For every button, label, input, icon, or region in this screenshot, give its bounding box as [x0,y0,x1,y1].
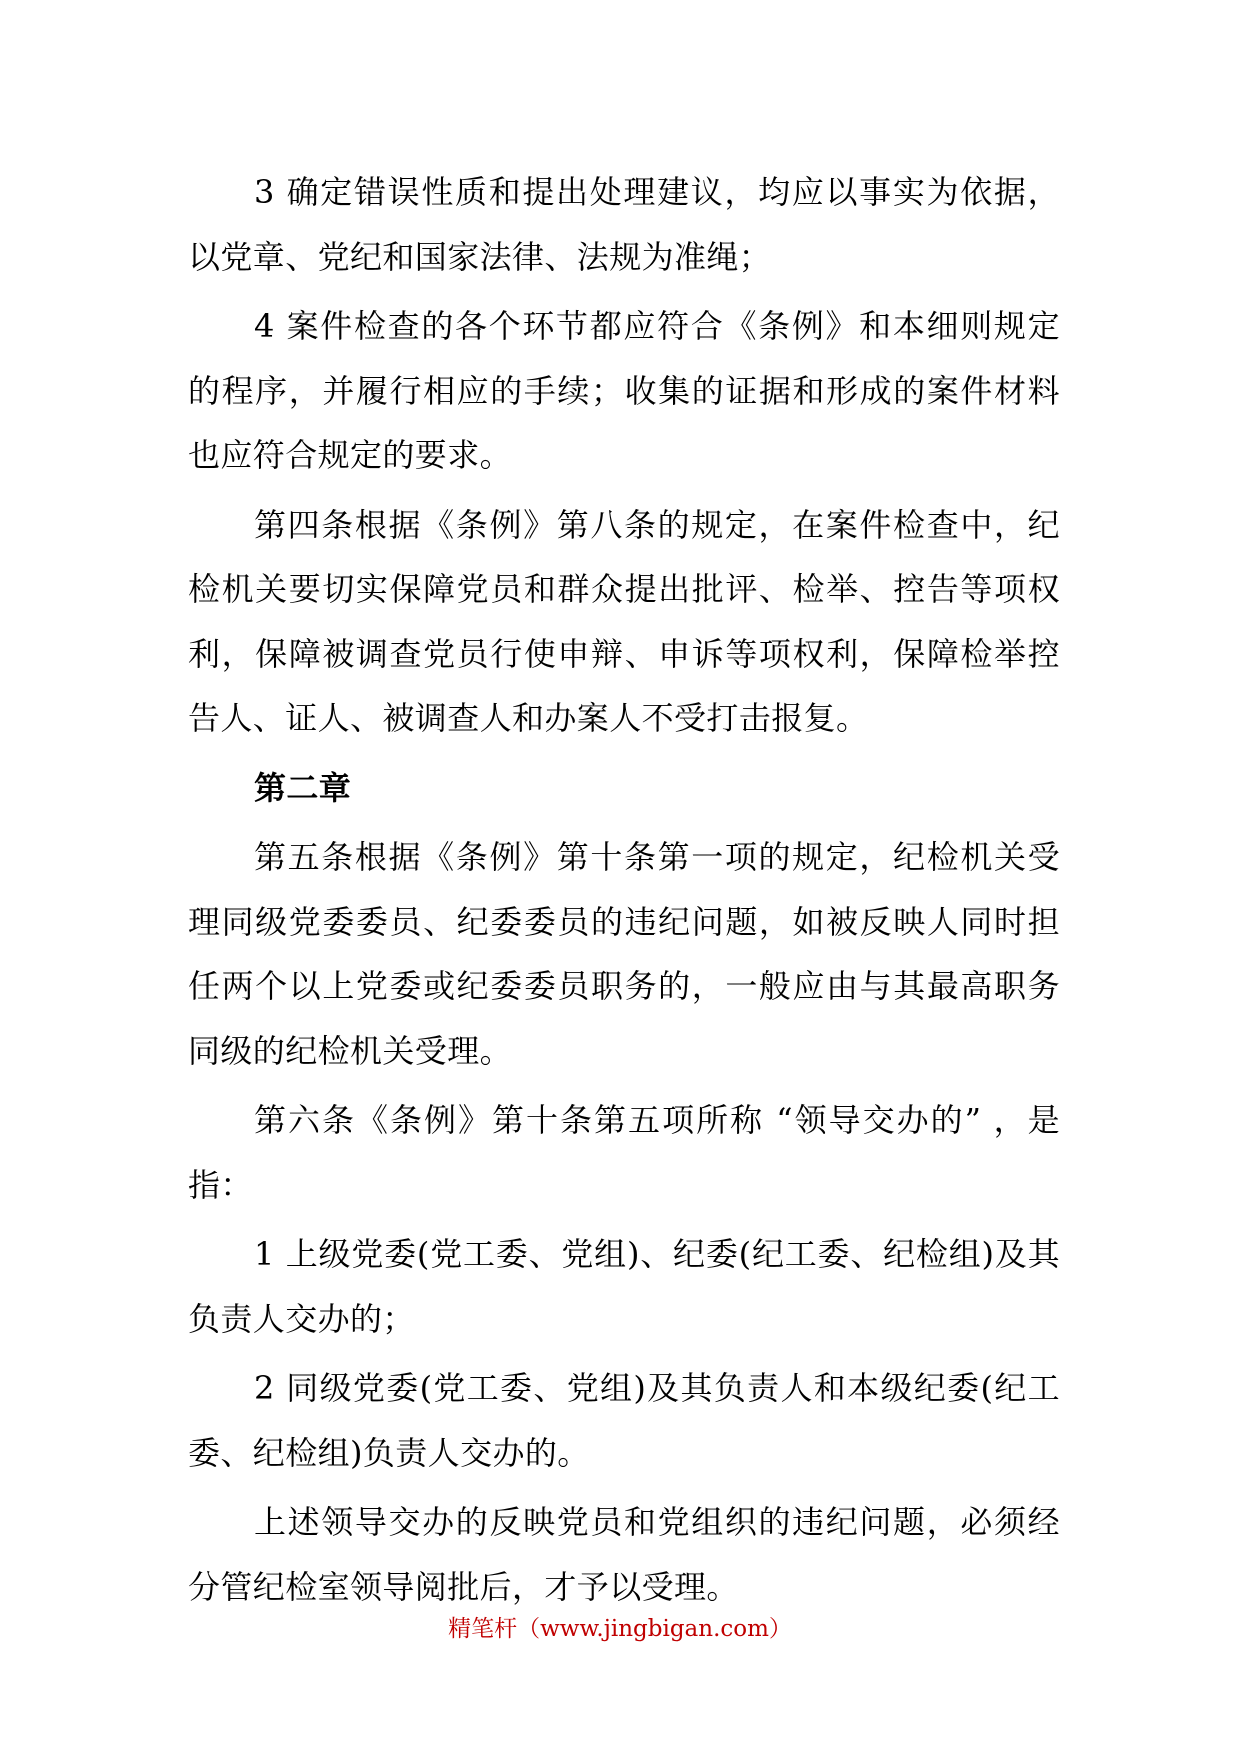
paragraph-item-4: 4 案件检查的各个环节都应符合《条例》和本细则规定的程序，并履行相应的手续；收集的证据和形成的案件材料也应符合规定的要求。 [188,307,1060,474]
paragraph-note: 上述领导交办的反映党员和党组织的违纪问题，必须经分管纪检室领导阅批后，才予以受理。 [188,1503,1060,1606]
paragraph-item-1: 1 上级党委(党工委、党组)、纪委(纪工委、纪检组)及其负责人交办的； [188,1235,1060,1338]
paragraph-article-5: 第五条根据《条例》第十条第一项的规定，纪检机关受理同级党委委员、纪委委员的违纪问题，如被反映人同时担任两个以上党委或纪委委员职务的，一般应由与其最高职务同级的纪检机关受理。 [188,838,1060,1070]
paragraph-article-6: 第六条《条例》第十条第五项所称 “领导交办的” ，是指： [188,1101,1060,1204]
paragraph-article-4: 第四条根据《条例》第八条的规定，在案件检查中，纪检机关要切实保障党员和群众提出批评、检举、控告等项权利，保障被调查党员行使申辩、申诉等项权利，保障检举控告人、证人、被调查人和办案人不受打击报复。 [188,505,1060,737]
document-body [188,160,1060,1624]
chapter-heading: 第二章 [254,768,352,807]
paragraph-item-2: 2 同级党委(党工委、党组)及其负责人和本级纪委(纪工委、纪检组)负责人交办的。 [188,1369,1060,1472]
paragraph-item-3: 3 确定错误性质和提出处理建议，均应以事实为依据，以党章、党纪和国家法律、法规为准绳； [188,173,1060,276]
footer-watermark: 精笔杆（www.jingbigan.com） [448,1616,792,1642]
